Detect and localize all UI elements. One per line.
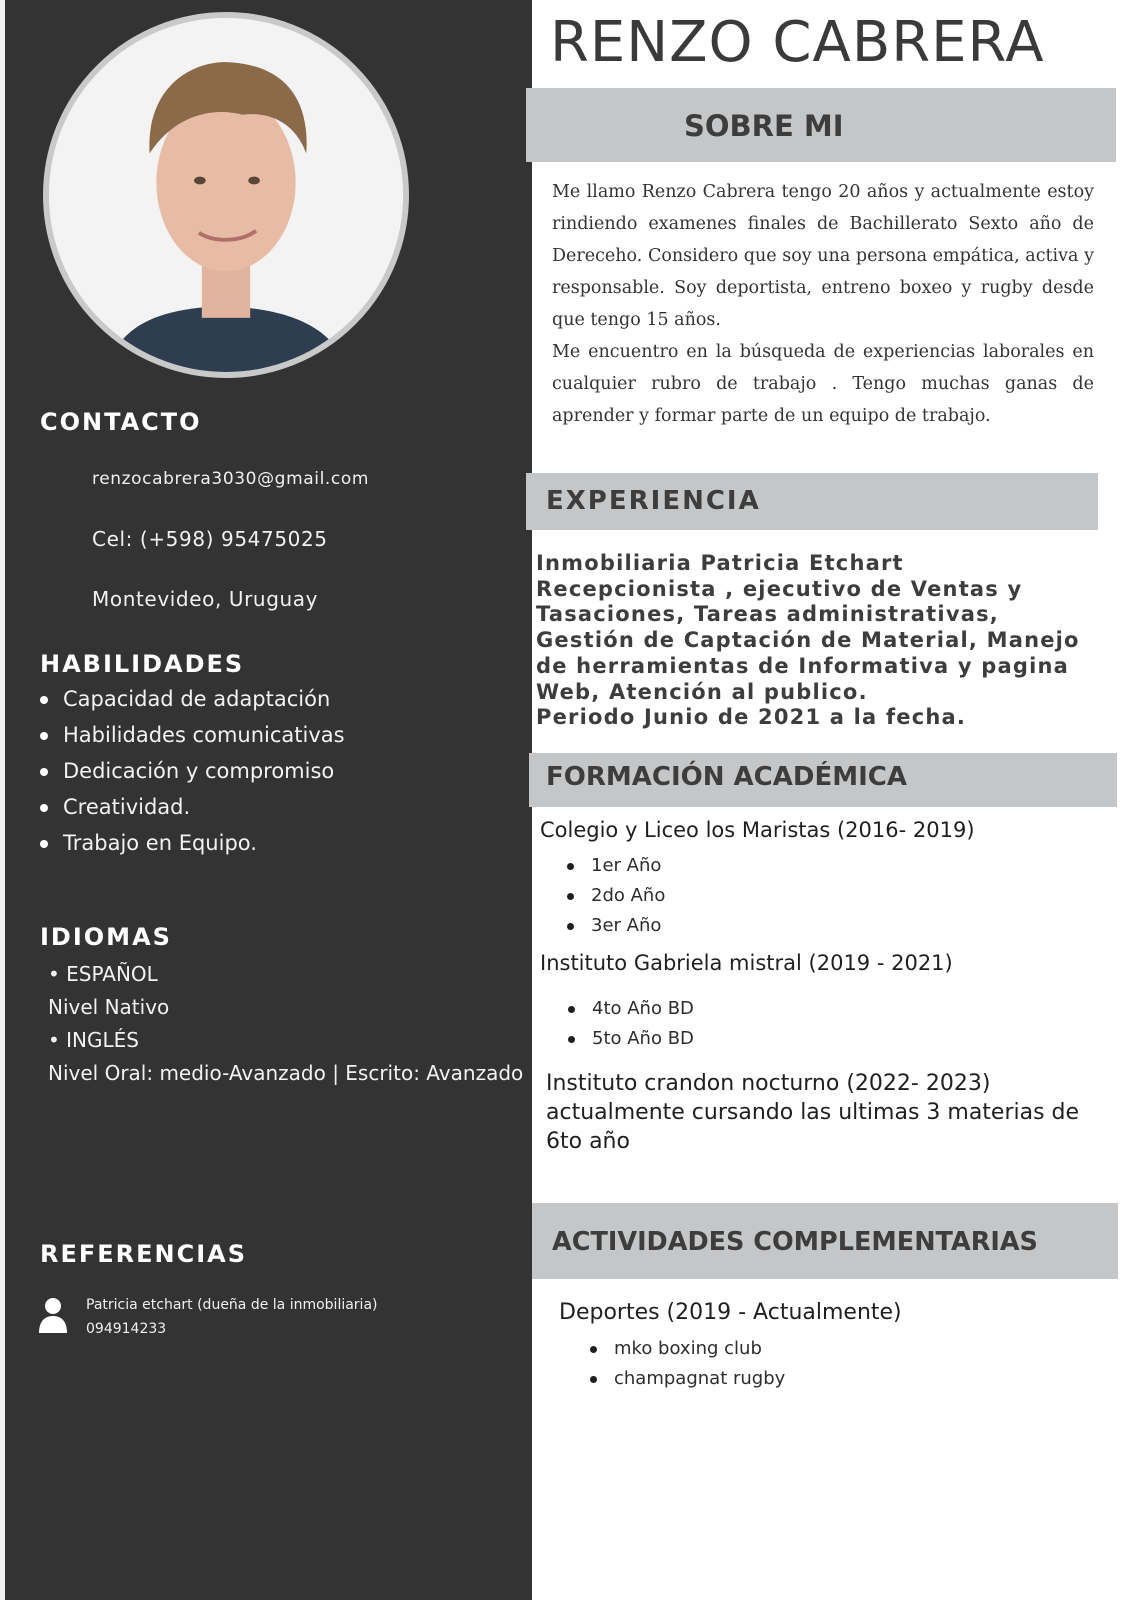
- language-english-level: Nivel Oral: medio-Avanzado | Escrito: Avanzado: [48, 1061, 524, 1085]
- person-icon: [38, 1297, 68, 1333]
- experience-heading: EXPERIENCIA: [546, 486, 761, 516]
- experience-heading-bar: [526, 473, 1098, 530]
- about-heading: SOBRE MI: [684, 109, 844, 143]
- experience-line: Web, Atención al publico.: [536, 679, 868, 704]
- current-studies-line: actualmente cursando las ultimas 3 materias de: [546, 1100, 1080, 1125]
- experience-line: Periodo Junio de 2021 a la fecha.: [536, 705, 967, 730]
- experience-line: de herramientas de Informativa y pagina: [536, 653, 1070, 678]
- school-years-list: [568, 996, 694, 1056]
- list-item: 2do Año: [567, 883, 665, 913]
- contact-phone: Cel: (+598) 95475025: [92, 527, 328, 551]
- current-studies-line: 6to año: [546, 1129, 630, 1154]
- school-title: Instituto Gabriela mistral (2019 - 2021): [540, 951, 953, 975]
- contact-location: Montevideo, Uruguay: [92, 587, 319, 611]
- about-heading-bar: [526, 88, 1116, 162]
- list-item: 4to Año BD: [568, 996, 694, 1026]
- list-item: mko boxing club: [590, 1336, 785, 1366]
- experience-line: Tasaciones, Tareas administrativas,: [536, 602, 999, 627]
- contact-email: renzocabrera3030@gmail.com: [92, 469, 369, 489]
- contact-heading: CONTACTO: [40, 408, 202, 436]
- current-studies-line: Instituto crandon nocturno (2022- 2023): [546, 1071, 991, 1096]
- languages-heading: IDIOMAS: [40, 923, 172, 951]
- experience-text: [536, 551, 1096, 731]
- about-text: [552, 176, 1094, 432]
- activities-list: [590, 1336, 785, 1396]
- list-item: Dedicación y compromiso: [40, 757, 345, 793]
- school-title: Colegio y Liceo los Maristas (2016- 2019): [540, 818, 975, 842]
- language-spanish: • ESPAÑOL: [48, 962, 158, 986]
- experience-line: Recepcionista , ejecutivo de Ventas y: [536, 576, 1023, 601]
- school-years-list: [567, 853, 665, 943]
- skills-heading: HABILIDADES: [40, 650, 245, 678]
- education-heading-bar: [529, 753, 1117, 807]
- activities-title: Deportes (2019 - Actualmente): [559, 1300, 902, 1325]
- page-edge: [0, 0, 5, 1600]
- list-item: Habilidades comunicativas: [40, 721, 345, 757]
- reference-phone: 094914233: [86, 1321, 167, 1337]
- list-item: 5to Año BD: [568, 1026, 694, 1056]
- language-spanish-level: Nivel Nativo: [48, 995, 170, 1019]
- reference-person: Patricia etchart (dueña de la inmobiliaria): [86, 1297, 378, 1313]
- about-paragraph: Me llamo Renzo Cabrera tengo 20 años y actualmente estoy rindiendo examenes finales de Bachillerato Sexto año de Dereceho. Considero que soy una persona empática, activa y responsable. Soy deportista, entreno boxeo y rugby desde que tengo 15 años.: [552, 182, 1094, 330]
- list-item: Capacidad de adaptación: [40, 685, 345, 721]
- references-heading: REFERENCIAS: [40, 1240, 248, 1268]
- experience-line: Inmobiliaria Patricia Etchart: [536, 551, 904, 575]
- page-title: RENZO CABRERA: [550, 10, 1045, 75]
- activities-heading: ACTIVIDADES COMPLEMENTARIAS: [552, 1227, 1038, 1257]
- list-item: Creatividad.: [40, 793, 345, 829]
- profile-photo: [43, 12, 409, 378]
- list-item: champagnat rugby: [590, 1366, 785, 1396]
- education-heading: FORMACIÓN ACADÉMICA: [546, 762, 907, 792]
- current-studies: [546, 1069, 1106, 1156]
- about-paragraph: Me encuentro en la búsqueda de experiencias laborales en cualquier rubro de trabajo . Tengo muchas ganas de aprender y formar parte de un equipo de trabajo.: [552, 342, 1094, 426]
- experience-line: Gestión de Captación de Material, Manejo: [536, 628, 1080, 653]
- skills-list: [40, 685, 345, 865]
- profile-photo-illustration: [49, 18, 403, 372]
- list-item: 3er Año: [567, 913, 665, 943]
- sidebar: [0, 0, 532, 1600]
- activities-heading-bar: [532, 1203, 1118, 1279]
- list-item: Trabajo en Equipo.: [40, 829, 345, 865]
- language-english: • INGLÉS: [48, 1028, 139, 1052]
- list-item: 1er Año: [567, 853, 665, 883]
